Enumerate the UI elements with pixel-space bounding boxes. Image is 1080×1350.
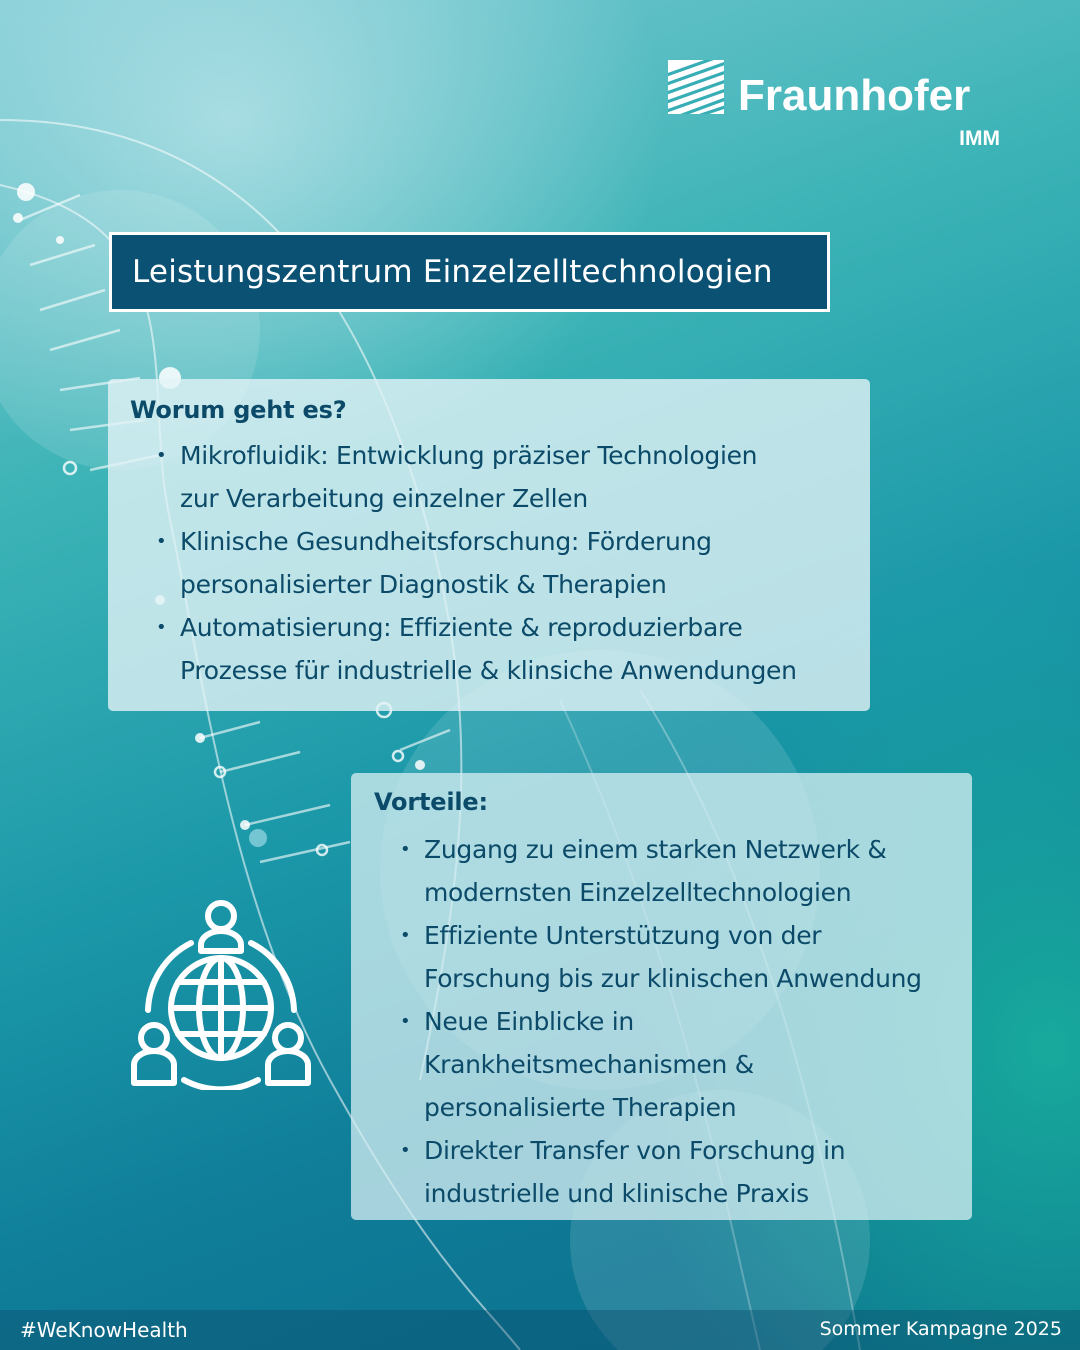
what-item-3-line-1: • Automatisierung: Effiziente & reproduzierbare xyxy=(130,606,870,649)
footer-bar xyxy=(0,1310,1080,1350)
page-title: Leistungszentrum Einzelzelltechnologien xyxy=(132,254,773,290)
brand-institute: IMM xyxy=(959,127,1000,150)
what-item-2-line-1: • Klinische Gesundheitsforschung: Förderung xyxy=(130,520,870,563)
benefit-item-1-line-2: modernsten Einzelzelltechnologien xyxy=(424,878,852,907)
benefit-item-2-line-1: • Effiziente Unterstützung von der xyxy=(374,914,972,957)
benefit-item-4-line-2: industrielle und klinische Praxis xyxy=(424,1179,809,1208)
benefit-item-3-line-3: personalisierte Therapien xyxy=(424,1093,737,1122)
what-item-1-line-1: • Mikrofluidik: Entwicklung präziser Technologien xyxy=(130,434,870,477)
fraunhofer-logo-mark-icon xyxy=(668,60,724,114)
title-box xyxy=(109,232,830,312)
campaign-label: Sommer Kampagne 2025 xyxy=(819,1318,1062,1340)
benefit-item-1-line-1: • Zugang zu einem starken Netzwerk & xyxy=(374,828,972,871)
what-list xyxy=(130,434,870,692)
brand-name: Fraunhofer xyxy=(738,71,971,120)
what-item-2-line-2: personalisierter Diagnostik & Therapien xyxy=(180,570,667,599)
benefit-item-3-line-1: • Neue Einblicke in xyxy=(374,1000,972,1043)
what-item-1-line-2: zur Verarbeitung einzelner Zellen xyxy=(180,484,588,513)
hashtag: #WeKnowHealth xyxy=(20,1318,188,1342)
what-item-3-line-2: Prozesse für industrielle & klinsiche Anwendungen xyxy=(180,656,797,685)
benefits-list xyxy=(374,828,972,1215)
benefit-item-4-line-1: • Direkter Transfer von Forschung in xyxy=(374,1129,972,1172)
benefit-item-2-line-2: Forschung bis zur klinischen Anwendung xyxy=(424,964,922,993)
card-what-is-it xyxy=(108,379,870,711)
card-benefits xyxy=(351,773,972,1220)
section-heading-what: Worum geht es? xyxy=(130,396,347,424)
section-heading-benefits: Vorteile: xyxy=(374,788,488,816)
global-network-people-icon xyxy=(126,898,316,1090)
benefit-item-3-line-2: Krankheitsmechanismen & xyxy=(424,1050,754,1079)
